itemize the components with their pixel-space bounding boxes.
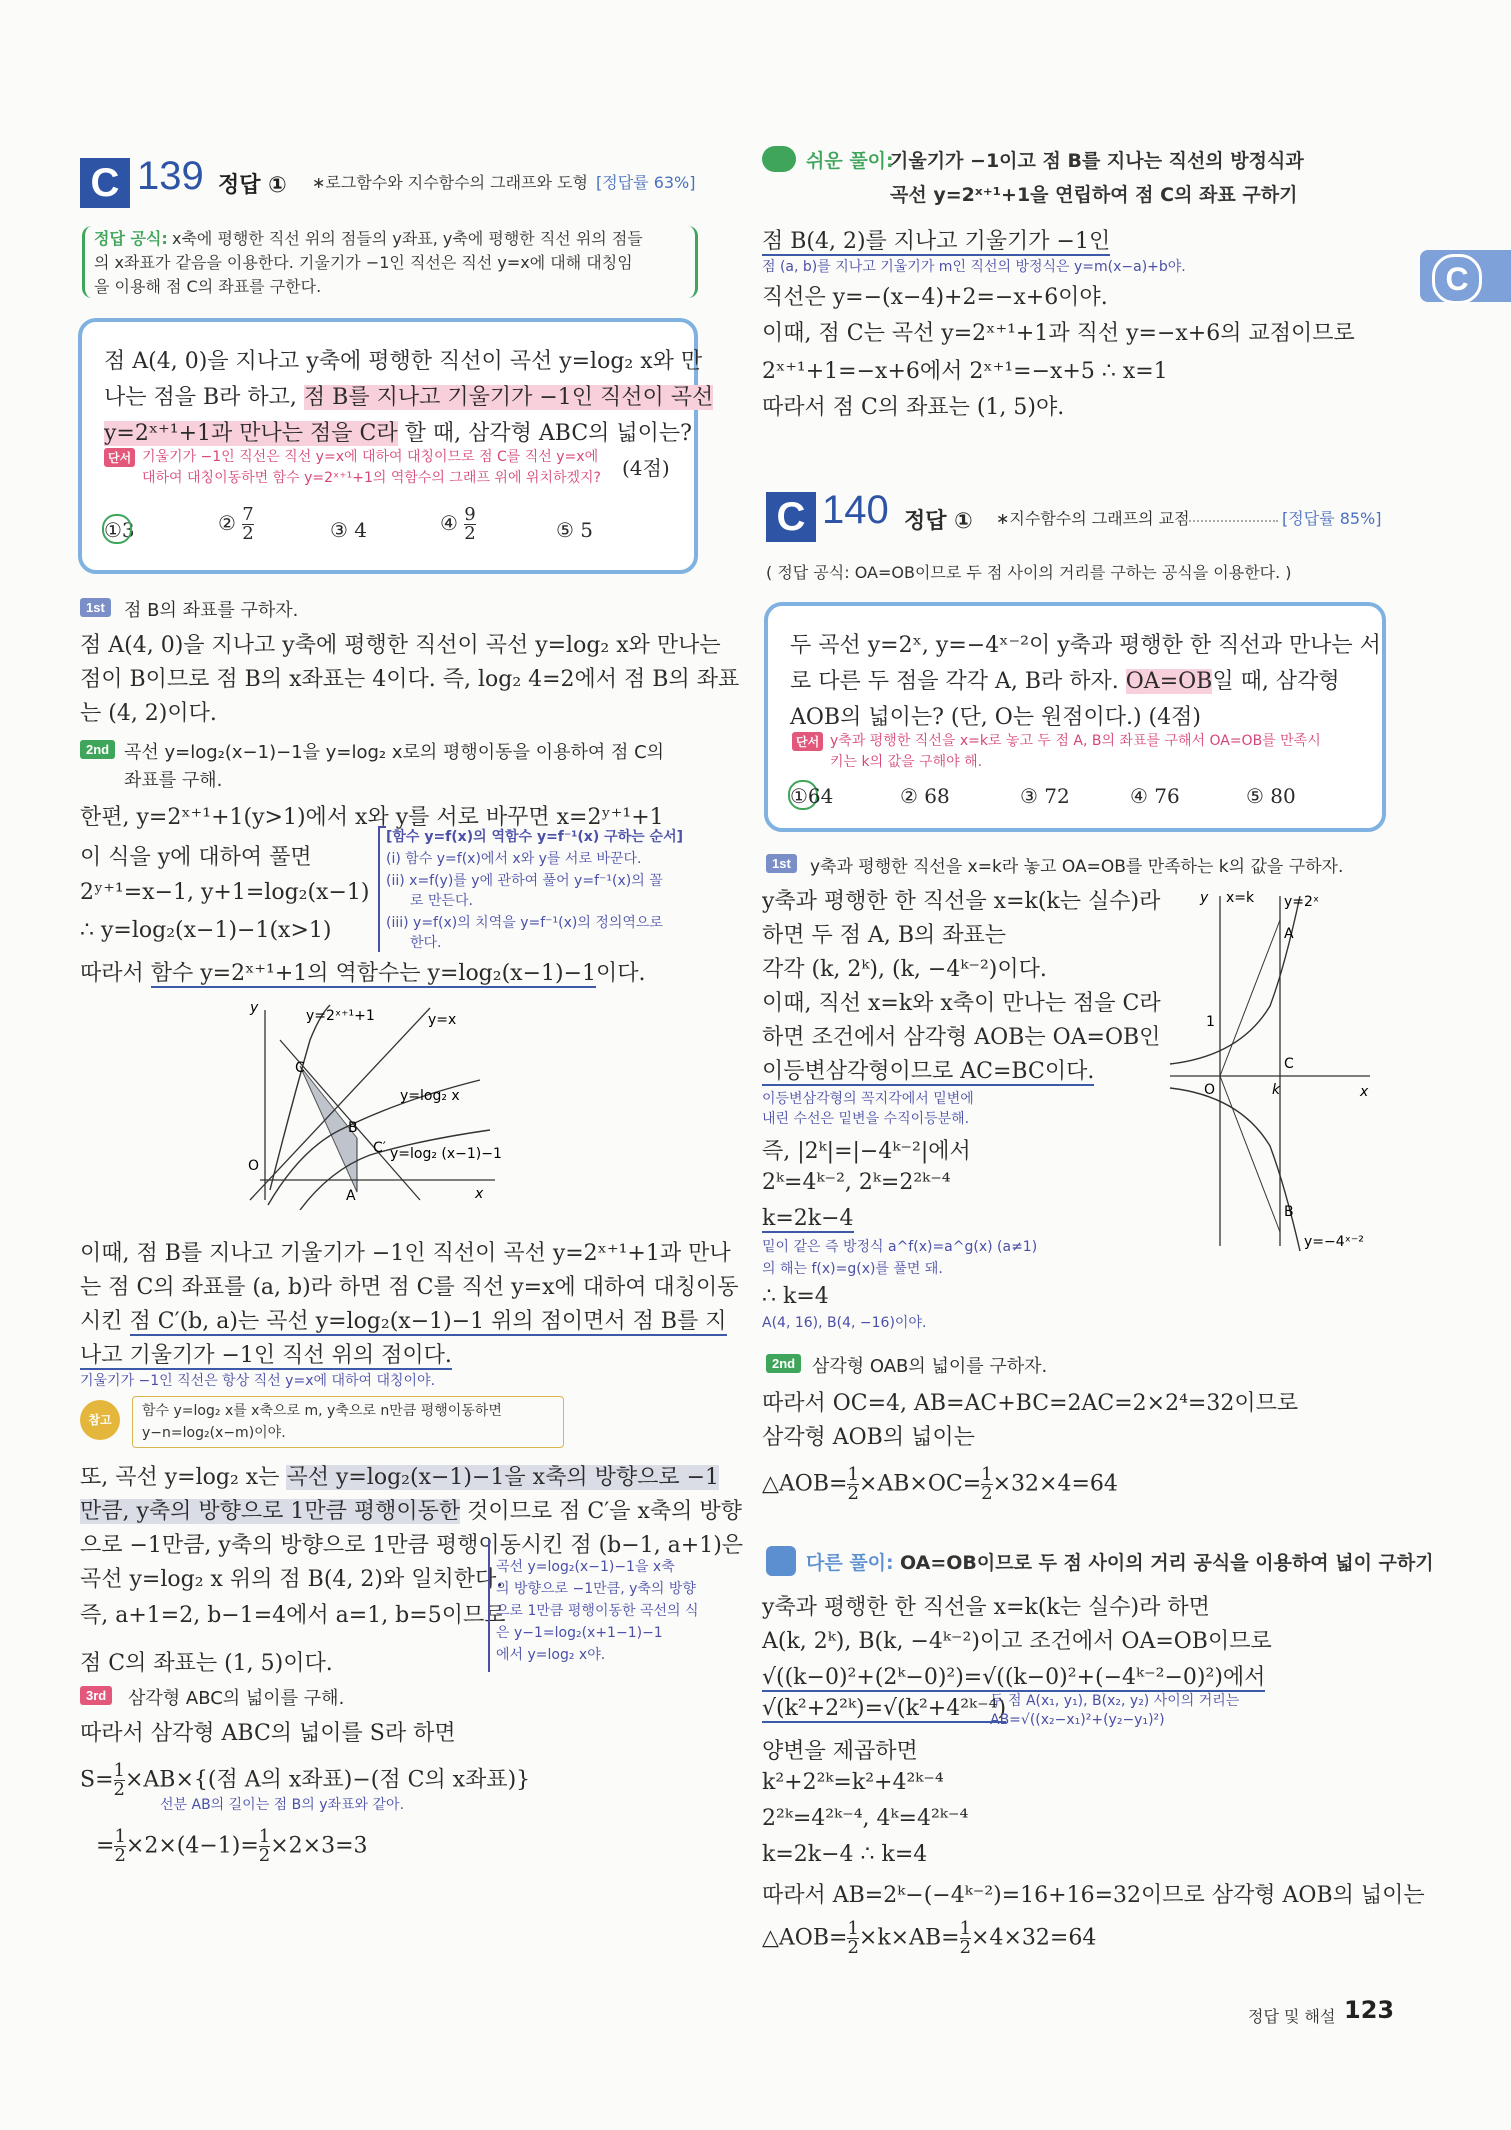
- easy-line5: 따라서 점 C의 좌표는 (1, 5)야.: [762, 395, 1065, 420]
- graph140-point-b: B: [1284, 1204, 1294, 1220]
- graph140-line-label: x=k: [1226, 890, 1255, 906]
- s140-2-eq-fraction2: $\frac{1}{2}$: [981, 1464, 993, 1504]
- easy-line2: 직선은 y=−(x−4)+2=−x+6이야.: [762, 285, 1108, 310]
- other-eq-left: △AOB=: [762, 1925, 848, 1951]
- step3-tag: 3rd: [80, 1686, 112, 1705]
- inverse-note-title: [함수 y=f(x)의 역함수 y=f⁻¹(x) 구하는 순서]: [386, 829, 684, 845]
- s140-line8: 2ᵏ=4ᵏ⁻², 2ᵏ=2²ᵏ⁻⁴: [762, 1170, 951, 1195]
- other-eq-end: ×4×32=64: [971, 1925, 1097, 1951]
- s3-line2: 는 점 C의 좌표를 (a, b)라 하면 점 C를 직선 y=x에 대하여 대칭이동: [80, 1275, 739, 1300]
- s140-note3: A(4, 16), B(4, −16)이야.: [762, 1315, 927, 1331]
- easy-line1-underlined: 점 B(4, 2)를 지나고 기울기가 −1인: [762, 229, 1111, 254]
- choice-140-3[interactable]: ③ 72: [1020, 784, 1070, 808]
- question-line3-highlight: y=2ˣ⁺¹+1과 만나는 점을 C라: [104, 421, 398, 446]
- question-line3-b: 할 때, 삼각형 ABC의 넓이는?: [397, 421, 692, 446]
- question-line2: [104, 380, 713, 411]
- question-line2-a: 나는 점을 B라 하고,: [104, 385, 304, 410]
- graph-140: [1160, 886, 1390, 1256]
- other-eq-fraction2: $\frac{1}{2}$: [959, 1918, 972, 1958]
- s4-line6: 점 C의 좌표는 (1, 5)이다.: [80, 1651, 333, 1676]
- s140-line1: y축과 평행한 한 직선을 x=k(k는 실수)라: [762, 889, 1161, 914]
- s5-eq2-fraction1: $\frac{1}{2}$: [114, 1826, 126, 1866]
- s140-2-eq-left: △AOB=: [762, 1471, 848, 1497]
- easy-line1: [762, 224, 1110, 255]
- s140-2-eq: [762, 1466, 1118, 1503]
- other-title: 다른 풀이:: [806, 1552, 894, 1574]
- answer-rate: [정답률 63%]: [596, 173, 696, 192]
- answer-label: 정답 ①: [218, 173, 287, 198]
- s140-line9-underlined: k=2k−4: [762, 1206, 854, 1231]
- step1-title: 점 B의 좌표를 구하자.: [124, 600, 299, 621]
- q140-line2-a: 로 다른 두 점을 각각 A, B라 하자.: [790, 669, 1126, 694]
- inverse-note-3b: 한다.: [410, 935, 442, 951]
- problem-140-formula: ( 정답 공식: OA=OB이므로 두 점 사이의 거리를 구하는 공식을 이용한다. ): [766, 563, 1292, 582]
- s3-line3-underlined: 점 C′(b, a)는 곡선 y=log₂(x−1)−1 위의 점이면서 점 B를 지: [129, 1309, 727, 1334]
- shift-note-line5: 에서 y=log₂ x야.: [496, 1647, 606, 1663]
- s140-line7: 즉, |2ᵏ|=|−4ᵏ⁻²|에서: [762, 1139, 971, 1164]
- formula-line1: x축에 평행한 직선 위의 점들의 y좌표, y축에 평행한 직선 위의 점들: [172, 229, 643, 248]
- inverse-note-3a: (iii) y=f(x)의 치역을 y=f⁻¹(x)의 정의역으로: [386, 915, 663, 931]
- choice-3[interactable]: ③ 4: [330, 518, 368, 542]
- other-line8: k=2k−4 ∴ k=4: [762, 1842, 928, 1867]
- footer-label: 정답 및 해설: [1248, 2007, 1336, 2026]
- hint-tag: 단서: [104, 448, 135, 467]
- easy-title: 쉬운 풀이:: [806, 150, 894, 172]
- hint-140-tag: 단서: [792, 732, 823, 751]
- s1-line3: 는 (4, 2)이다.: [80, 701, 217, 726]
- easy-line4: 2ˣ⁺¹+1=−x+6에서 2ˣ⁺¹=−x+5 ∴ x=1: [762, 359, 1168, 384]
- hint-line1: 기울기가 −1인 직선은 직선 y=x에 대하여 대칭이므로 점 C를 직선 y=x에: [142, 449, 599, 465]
- graph140-origin: O: [1204, 1082, 1216, 1098]
- hint-line2: 대하여 대칭이동하면 함수 y=2ˣ⁺¹+1의 역함수의 그래프 위에 위치하겠지?: [142, 470, 601, 486]
- graph-logshift-label: y=log₂ (x−1)−1: [390, 1146, 502, 1162]
- s5-eq2-left: =: [96, 1833, 115, 1859]
- s140-2-eq-fraction1: $\frac{1}{2}$: [847, 1464, 859, 1504]
- s4-line1: [80, 1460, 719, 1491]
- choice-4-fraction: $\frac{9}{2}$: [464, 504, 476, 544]
- graph-139: [240, 1000, 560, 1210]
- other-line1: y축과 평행한 한 직선을 x=k(k는 실수)라 하면: [762, 1595, 1210, 1620]
- other-line3-underlined: √((k−0)²+(2ᵏ−0)²)=√((k−0)²+(−4ᵏ⁻²−0)²)에서: [762, 1665, 1266, 1690]
- step1-140-title: y축과 평행한 직선을 x=k라 놓고 OA=OB를 만족하는 k의 값을 구하자.: [810, 857, 1344, 877]
- problem-badge: C: [80, 158, 130, 208]
- choice-2[interactable]: [218, 506, 254, 543]
- s140-note2a: 밑이 같은 즉 방정식 a^f(x)=a^g(x) (a≠1): [762, 1239, 1038, 1255]
- step1-140-tag: 1st: [766, 854, 797, 873]
- question-points: (4점): [622, 456, 670, 480]
- easy-icon: [762, 146, 796, 172]
- choice-1[interactable]: ①3: [104, 518, 135, 542]
- s2-line5-underlined: 함수 y=2ˣ⁺¹+1의 역함수는 y=log₂(x−1)−1: [150, 961, 597, 986]
- graph-point-c: C: [295, 1060, 305, 1076]
- s5-eq2-mid: ×2×(4−1)=: [125, 1833, 259, 1859]
- s3-line4: [80, 1338, 452, 1369]
- question-line3: [104, 416, 692, 447]
- question-line1: 점 A(4, 0)을 지나고 y축에 평행한 직선이 곡선 y=log₂ x와 만: [104, 349, 703, 374]
- easy-title-rest1: 기울기가 −1이고 점 B를 지나는 직선의 방정식과: [890, 150, 1304, 172]
- step1-tag: 1st: [80, 598, 111, 617]
- inverse-note-2a: (ii) x=f(y)를 y에 관하여 풀어 y=f⁻¹(x)의 꼴: [386, 873, 663, 889]
- other-line5: 양변을 제곱하면: [762, 1739, 918, 1764]
- s140-note1b: 내린 수선은 밑변을 수직이등분해.: [762, 1111, 970, 1127]
- graph-point-b: B: [348, 1120, 358, 1136]
- s3-line4-underlined: 나고 기울기가 −1인 직선 위의 점이다.: [80, 1343, 452, 1368]
- choice-140-1[interactable]: ①64: [790, 784, 834, 808]
- s4-line3: 으로 −1만큼, y축의 방향으로 1만큼 평행이동시킨 점 (b−1, a+1)은: [80, 1533, 744, 1558]
- other-line4: [762, 1696, 1006, 1721]
- graph-exp-label: y=2ˣ⁺¹+1: [306, 1008, 375, 1024]
- easy-title-rest2: 곡선 y=2ˣ⁺¹+1을 연립하여 점 C의 좌표 구하기: [890, 184, 1298, 206]
- choice-2-label: ②: [218, 511, 236, 535]
- s1-line1: 점 A(4, 0)을 지나고 y축에 평행한 직선이 곡선 y=log₂ x와 만나는: [80, 633, 721, 658]
- s4-line2-b: 것이므로 점 C′을 x축의 방향: [460, 1499, 742, 1524]
- s4-line2: [80, 1494, 742, 1525]
- other-note1b: AB=√((x₂−x₁)²+(y₂−y₁)²): [990, 1712, 1165, 1728]
- q140-line2-c: 일 때, 삼각형: [1212, 669, 1340, 694]
- choice-140-2[interactable]: ② 68: [900, 784, 950, 808]
- graph-log-label: y=log₂ x: [400, 1088, 460, 1104]
- s5-eq1-rest: ×AB×{(점 A의 x좌표)−(점 C의 x좌표)}: [124, 1767, 531, 1793]
- step2-tag: 2nd: [80, 740, 115, 759]
- graph140-x-label: x: [1360, 1084, 1369, 1100]
- easy-line3: 이때, 점 C는 곡선 y=2ˣ⁺¹+1과 직선 y=−x+6의 교점이므로: [762, 321, 1355, 346]
- q140-line2-highlight: OA=OB: [1125, 669, 1213, 694]
- graph-yx-label: y=x: [428, 1012, 457, 1028]
- s5-eq1-fraction: $\frac{1}{2}$: [113, 1760, 125, 1800]
- other-icon: [766, 1546, 796, 1576]
- other-note1a: 두 점 A(x₁, y₁), B(x₂, y₂) 사이의 거리는: [990, 1693, 1240, 1709]
- graph-point-a: A: [346, 1188, 356, 1204]
- problem-140-topic: ∗지수함수의 그래프의 교점: [996, 509, 1190, 528]
- other-line9: 따라서 AB=2ᵏ−(−4ᵏ⁻²)=16+16=32이므로 삼각형 AOB의 넓이는: [762, 1883, 1425, 1908]
- s4-line4: 곡선 y=log₂ x 위의 점 B(4, 2)와 일치한다.: [80, 1567, 504, 1592]
- formula-label: 정답 공식:: [94, 229, 168, 248]
- s5-eq1-left: S=: [80, 1767, 114, 1793]
- choice-4[interactable]: [440, 506, 476, 543]
- s140-2-line1: 따라서 OC=4, AB=AC+BC=2AC=2×2⁴=32이므로: [762, 1391, 1299, 1416]
- s3-note: 기울기가 −1인 직선은 항상 직선 y=x에 대하여 대칭이야.: [80, 1373, 436, 1389]
- graph140-top-curve-label: y=2ˣ: [1284, 894, 1320, 910]
- s4-line5: 즉, a+1=2, b−1=4에서 a=1, b=5이므로: [80, 1603, 506, 1628]
- graph140-y-label: y: [1200, 890, 1209, 906]
- s2-line4: ∴ y=log₂(x−1)−1(x>1): [80, 918, 332, 943]
- s1-line2: 점이 B이므로 점 B의 x좌표는 4이다. 즉, log₂ 4=2에서 점 B의 좌표: [80, 667, 740, 692]
- segment-ob: [1220, 1076, 1280, 1232]
- step2-title1: 곡선 y=log₂(x−1)−1을 y=log₂ x로의 평행이동을 이용하여 점 C의: [124, 742, 665, 763]
- shift-note-line3: 으로 1만큼 평행이동한 곡선의 식: [496, 1603, 699, 1619]
- s140-line4: 이때, 직선 x=k와 x축이 만나는 점을 C라: [762, 991, 1161, 1016]
- q140-line2: [790, 664, 1340, 695]
- s140-line2: 하면 두 점 A, B의 좌표는: [762, 923, 1007, 948]
- s140-line3: 각각 (k, 2ᵏ), (k, −4ᵏ⁻²)이다.: [762, 957, 1047, 982]
- hint-140-line2: 키는 k의 값을 구해야 해.: [830, 754, 983, 770]
- s140-note2b: 의 해는 f(x)=g(x)를 풀면 돼.: [762, 1261, 943, 1277]
- other-line3: [762, 1660, 1265, 1691]
- problem-140-number: 140: [822, 488, 889, 532]
- graph-x-label: x: [475, 1186, 484, 1202]
- choice-5[interactable]: ⑤ 5: [556, 518, 594, 542]
- s2-line2: 이 식을 y에 대하여 풀면: [80, 845, 312, 870]
- choice-140-5[interactable]: ⑤ 80: [1246, 784, 1296, 808]
- graph140-point-a: A: [1284, 926, 1294, 942]
- s140-note1a: 이등변삼각형의 꼭지각에서 밑변에: [762, 1091, 974, 1107]
- inverse-note-1: (i) 함수 y=f(x)에서 x와 y를 서로 바꾼다.: [386, 851, 642, 867]
- graph-origin-label: O: [248, 1158, 260, 1174]
- s140-line9: [762, 1206, 854, 1231]
- step2-140-tag: 2nd: [766, 1354, 801, 1373]
- s5-note: 선분 AB의 길이는 점 B의 y좌표와 같아.: [160, 1797, 405, 1813]
- s2-line3: 2ʸ⁺¹=x−1, y+1=log₂(x−1): [80, 880, 370, 905]
- shift-note-line1: 곡선 y=log₂(x−1)−1을 x축: [496, 1559, 675, 1575]
- s3-line1: 이때, 점 B를 지나고 기울기가 −1인 직선이 곡선 y=2ˣ⁺¹+1과 만나: [80, 1241, 731, 1266]
- segment-oa: [1220, 920, 1280, 1076]
- problem-number: 139: [137, 154, 204, 198]
- s140-line10: ∴ k=4: [762, 1284, 829, 1309]
- shift-note-line2: 의 방향으로 −1만큼, y축의 방향: [496, 1581, 696, 1597]
- s140-2-eq-end: ×32×4=64: [992, 1471, 1118, 1497]
- other-line4-underlined: √(k²+2²ᵏ)=√(k²+4²ᵏ⁻⁴): [762, 1696, 1007, 1721]
- s2-line5: [80, 956, 646, 987]
- s5-eq2: [96, 1828, 368, 1865]
- tip-badge: 참고: [80, 1400, 120, 1440]
- other-line2: A(k, 2ᵏ), B(k, −4ᵏ⁻²)이고 조건에서 OA=OB이므로: [762, 1629, 1272, 1654]
- s140-2-line2: 삼각형 AOB의 넓이는: [762, 1425, 975, 1450]
- graph-point-c-prime: C′: [373, 1140, 386, 1156]
- s140-line6: [762, 1054, 1094, 1085]
- q140-line3: AOB의 넓이는? (단, O는 원점이다.) (4점): [790, 705, 1201, 730]
- other-title-rest: OA=OB이므로 두 점 사이의 거리 공식을 이용하여 넓이 구하기: [900, 1552, 1434, 1574]
- problem-140-badge: C: [766, 492, 816, 542]
- other-eq: [762, 1920, 1096, 1957]
- s140-line6-underlined: 이등변삼각형이므로 AC=BC이다.: [762, 1059, 1095, 1084]
- choice-1-mark: [102, 514, 132, 544]
- side-tab-badge: C: [1432, 254, 1482, 304]
- choice-140-4[interactable]: ④ 76: [1130, 784, 1180, 808]
- s2-line1: 한편, y=2ˣ⁺¹+1(y>1)에서 x와 y를 서로 바꾸면 x=2ʸ⁺¹+1: [80, 805, 664, 830]
- s140-2-eq-mid: ×AB×OC=: [858, 1471, 982, 1497]
- graph140-bottom-curve-label: y=−4ˣ⁻²: [1304, 1234, 1364, 1250]
- tip-line1: 함수 y=log₂ x를 x축으로 m, y축으로 n만큼 평행이동하면: [142, 1403, 502, 1419]
- other-eq-fraction1: $\frac{1}{2}$: [847, 1918, 859, 1958]
- shift-note-bracket: [488, 1540, 496, 1672]
- inverse-note-2b: 로 만든다.: [410, 893, 473, 909]
- step2-title2: 좌표를 구해.: [124, 770, 223, 791]
- s5-line1: 따라서 삼각형 ABC의 넓이를 S라 하면: [80, 1721, 456, 1746]
- problem-140-answer: 정답 ①: [904, 509, 973, 534]
- formula-line2: 의 x좌표가 같음을 이용한다. 기울기가 −1인 직선은 직선 y=x에 대해 대칭임: [94, 253, 633, 272]
- page-number: 123: [1344, 1996, 1395, 2024]
- easy-note1: 점 (a, b)를 지나고 기울기가 m인 직선의 방정식은 y=m(x−a)+b야.: [762, 259, 1186, 275]
- s140-line5: 하면 조건에서 삼각형 AOB는 OA=OB인: [762, 1025, 1161, 1050]
- graph140-point-c: C: [1284, 1056, 1294, 1072]
- s4-line1-a: 또, 곡선 y=log₂ x는: [80, 1465, 287, 1490]
- choice-4-label: ④: [440, 511, 458, 535]
- formula-line3: 을 이용해 점 C의 좌표를 구한다.: [94, 277, 322, 296]
- s5-eq2-end: ×2×3=3: [270, 1833, 368, 1859]
- hint-140-line1: y축과 평행한 직선을 x=k로 놓고 두 점 A, B의 좌표를 구해서 OA=OB를 만족시: [830, 733, 1321, 749]
- tip-line2: y−n=log₂(x−m)이야.: [142, 1425, 286, 1441]
- problem-140-rate: [정답률 85%]: [1282, 509, 1382, 528]
- other-eq-mid: ×k×AB=: [858, 1925, 960, 1951]
- problem-topic: ∗로그함수와 지수함수의 그래프와 도형: [312, 173, 588, 192]
- s3-line3: [80, 1304, 727, 1335]
- shift-note-line4: 은 y−1=log₂(x+1−1)−1: [496, 1625, 663, 1641]
- other-line7: 2²ᵏ=4²ᵏ⁻⁴, 4ᵏ=4²ᵏ⁻⁴: [762, 1806, 969, 1831]
- s4-line1-highlight: 곡선 y=log₂(x−1)−1을 x축의 방향으로 −1: [286, 1465, 719, 1490]
- question-line2-highlight: 점 B를 지나고 기울기가 −1인 직선이 곡선: [303, 385, 714, 410]
- choice-2-fraction: $\frac{7}{2}$: [242, 504, 254, 544]
- curve-log-shift: [300, 1130, 490, 1210]
- graph140-one: 1: [1206, 1014, 1215, 1030]
- s2-line5-a: 따라서: [80, 961, 151, 986]
- other-line6: k²+2²ᵏ=k²+4²ᵏ⁻⁴: [762, 1770, 944, 1795]
- graph-y-label: y: [250, 1000, 259, 1016]
- s3-line3-a: 시킨: [80, 1309, 130, 1334]
- s5-eq2-fraction2: $\frac{1}{2}$: [258, 1826, 271, 1866]
- step2-140-title: 삼각형 OAB의 넓이를 구하자.: [812, 1356, 1048, 1377]
- inverse-note-bracket: [378, 826, 386, 952]
- problem-140-rate-dots: [1178, 520, 1278, 522]
- graph140-k: k: [1272, 1082, 1281, 1098]
- q140-line1: 두 곡선 y=2ˣ, y=−4ˣ⁻²이 y축과 평행한 한 직선과 만나는 서: [790, 633, 1381, 658]
- s2-line5-c: 이다.: [596, 961, 646, 986]
- s4-line2-highlight: 만큼, y축의 방향으로 1만큼 평행이동한: [80, 1499, 461, 1524]
- step3-title: 삼각형 ABC의 넓이를 구해.: [128, 1688, 345, 1709]
